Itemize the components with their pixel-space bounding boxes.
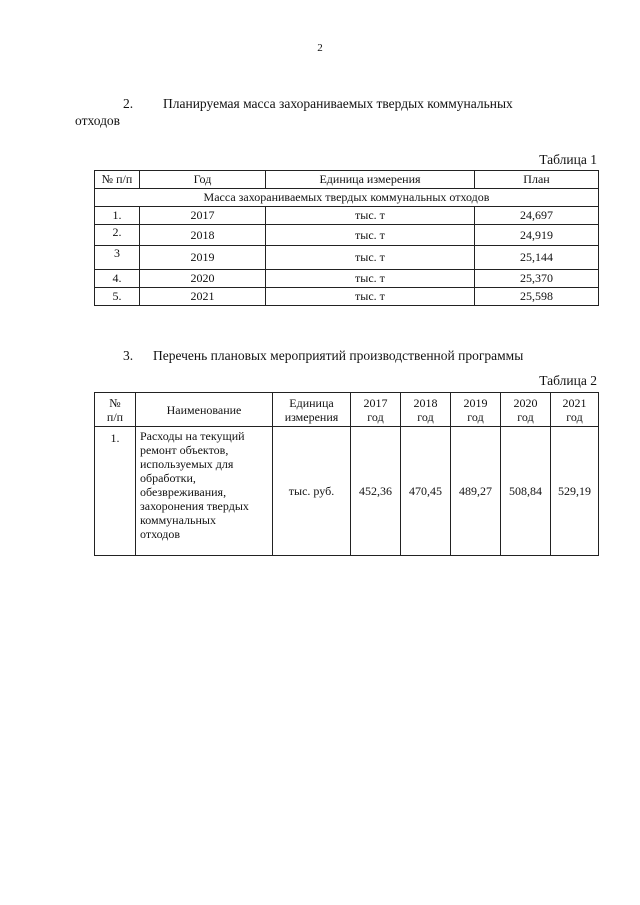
table-1-cell-plan: 24,919 (475, 225, 599, 246)
table-2 (94, 392, 599, 556)
table-2-cell-unit: тыс. руб. (273, 427, 351, 556)
table-1-header-plan: План (475, 171, 599, 189)
table-1-header-year: Год (140, 171, 266, 189)
table-2-header-year: 2021 (562, 395, 587, 410)
table-2-header-year-2021 (551, 393, 599, 427)
section-2-heading (75, 95, 615, 129)
table-2-name-line: используемых для (140, 457, 234, 471)
table-1-cell-plan: 25,370 (475, 270, 599, 288)
table-2-cell-value-2020: 508,84 (501, 427, 551, 556)
table-2-name-line: Расходы на текущий (140, 429, 245, 443)
table-2-header-num (95, 393, 136, 427)
table-2-cell-num: 1. (95, 427, 136, 556)
table-1-cell-unit: тыс. т (266, 270, 475, 288)
table-2-header-name: Наименование (136, 393, 273, 427)
table-2-header-year-2017 (351, 393, 401, 427)
section-2-number: 2. (123, 96, 134, 111)
table-2-header-year: 2020 (513, 395, 538, 410)
page-number: 2 (317, 42, 323, 54)
table-2-header-row (95, 393, 599, 427)
table-2-header-year-suffix: год (367, 409, 384, 424)
table-1-header-row (95, 171, 599, 189)
section-3-heading (123, 347, 623, 364)
table-1-cell-num: 3 (95, 246, 140, 270)
table-1-cell-num: 2. (95, 225, 140, 246)
table-1-header-unit: Единица измерения (266, 171, 475, 189)
table-1-cell-unit: тыс. т (266, 225, 475, 246)
table-1-cell-year: 2021 (140, 288, 266, 306)
table-2-header-year-2019 (451, 393, 501, 427)
table-2-header-year: 2017 (363, 395, 388, 410)
table-row (95, 427, 599, 556)
table-1-header-num: № п/п (95, 171, 140, 189)
table-2-header-unit-line1: Единица (289, 395, 334, 410)
table-2-cell-value-2018: 470,45 (401, 427, 451, 556)
table-row (95, 288, 599, 306)
table-2-name-line: коммунальных (140, 513, 216, 527)
table-row (95, 246, 599, 270)
table-2-header-year-suffix: год (417, 409, 434, 424)
table-1-cell-year: 2019 (140, 246, 266, 270)
table-2-cell-value-2017: 452,36 (351, 427, 401, 556)
table-2-cell-value-2019: 489,27 (451, 427, 501, 556)
section-3-number: 3. (123, 348, 134, 363)
table-1-caption: Таблица 1 (539, 152, 597, 167)
table-1-cell-plan: 25,598 (475, 288, 599, 306)
table-2-name-line: обезвреживания, (140, 485, 227, 499)
table-2-cell-value-2021: 529,19 (551, 427, 599, 556)
table-2-name-line: захоронения твердых (140, 499, 249, 513)
table-1-cell-num: 5. (95, 288, 140, 306)
table-2-header-year: 2019 (463, 395, 488, 410)
table-2-header-num-line2: п/п (106, 409, 124, 424)
table-1-cell-num: 4. (95, 270, 140, 288)
section-3-title: Перечень плановых мероприятий производственной программы (153, 348, 524, 363)
table-1-cell-unit: тыс. т (266, 207, 475, 225)
table-2-name-line: ремонт объектов, (140, 443, 229, 457)
table-2-header-year-suffix: год (517, 409, 534, 424)
table-2-header-year: 2018 (413, 395, 438, 410)
table-1-cell-num: 1. (95, 207, 140, 225)
table-2-cell-name (136, 427, 273, 556)
table-2-name-line: отходов (140, 527, 181, 541)
table-row (95, 270, 599, 288)
table-1-cell-year: 2018 (140, 225, 266, 246)
table-2-header-year-suffix: год (467, 409, 484, 424)
table-2-name-line: обработки, (140, 471, 196, 485)
table-2-header-num-line1: № (109, 395, 121, 410)
table-row (95, 225, 599, 246)
table-1-cell-year: 2017 (140, 207, 266, 225)
table-2-header-year-suffix: год (566, 409, 583, 424)
table-1-group-row (95, 189, 599, 207)
section-2-title-line2: отходов (75, 113, 121, 128)
table-1-cell-year: 2020 (140, 270, 266, 288)
table-row (95, 207, 599, 225)
table-1-cell-unit: тыс. т (266, 288, 475, 306)
table-2-header-year-2020 (501, 393, 551, 427)
table-2-header-unit (273, 393, 351, 427)
table-1-cell-unit: тыс. т (266, 246, 475, 270)
table-2-header-year-2018 (401, 393, 451, 427)
section-2-title-line1: Планируемая масса захораниваемых твердых коммунальных (163, 96, 513, 111)
table-1-cell-plan: 24,697 (475, 207, 599, 225)
table-2-caption: Таблица 2 (539, 373, 597, 388)
table-1-cell-plan: 25,144 (475, 246, 599, 270)
table-1-group-label: Масса захораниваемых твердых коммунальных отходов (95, 189, 599, 207)
table-1 (94, 170, 599, 306)
table-2-header-unit-line2: измерения (284, 409, 339, 424)
